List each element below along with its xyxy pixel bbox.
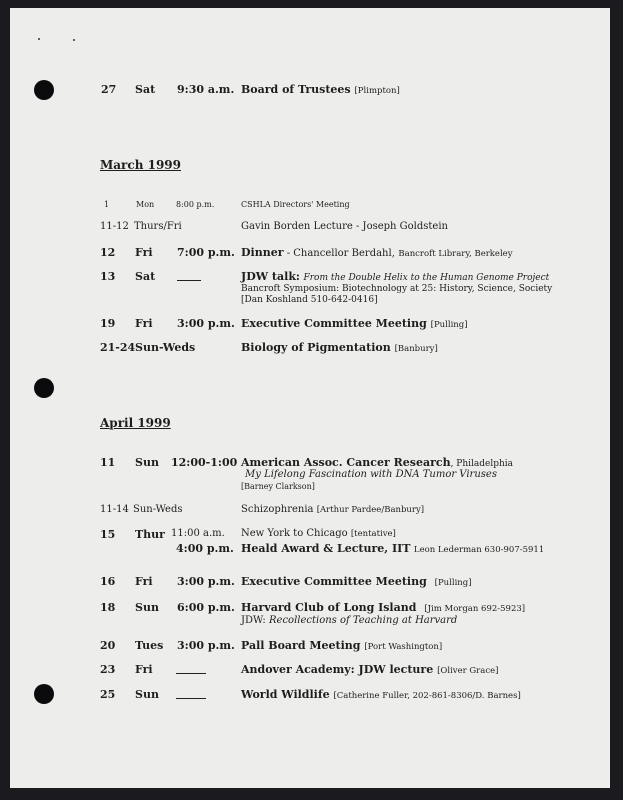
speck bbox=[38, 38, 40, 40]
entry-line2: My Lifelong Fascination with DNA Tumor Viruses bbox=[245, 469, 497, 480]
entry-title: CSHLA Directors' Meeting bbox=[241, 200, 350, 209]
entry-title-2: Heald Award & Lecture, IIT Leon Lederman 630-907-5911 bbox=[241, 542, 545, 555]
entry-weekday: Tues bbox=[135, 639, 164, 652]
entry-weekday: Sun bbox=[135, 688, 159, 701]
entry-day: 12 bbox=[100, 246, 116, 259]
entry-day: 18 bbox=[100, 601, 116, 614]
entry-day: 11-14 bbox=[100, 504, 129, 515]
entry-day: 11-12 bbox=[100, 221, 129, 232]
entry-title: Executive Committee Meeting [Pulling] bbox=[241, 575, 472, 588]
entry-day: 16 bbox=[100, 575, 116, 588]
entry-day: 25 bbox=[100, 688, 116, 701]
entry-day: 1 bbox=[104, 200, 110, 209]
entry-time: 3:00 p.m. bbox=[177, 575, 235, 588]
entry-time: 12:00-1:00 bbox=[171, 456, 238, 469]
entry-day: 19 bbox=[100, 317, 116, 330]
entry-time: 6:00 p.m. bbox=[177, 601, 235, 614]
entry-title: Schizophrenia [Arthur Pardee/Banbury] bbox=[241, 504, 425, 515]
entry-day: 15 bbox=[100, 528, 116, 541]
entry-time: 7:00 p.m. bbox=[177, 246, 235, 259]
document-page bbox=[10, 8, 610, 788]
entry-title: Dinner - Chancellor Berdahl, Bancroft Library, Berkeley bbox=[241, 246, 513, 259]
entry-weekday: Sat bbox=[135, 83, 156, 96]
entry-title: Pall Board Meeting [Port Washington] bbox=[241, 639, 443, 652]
entry-line3: [Barney Clarkson] bbox=[241, 482, 315, 491]
entry-title: American Assoc. Cancer Research, Philadelphia bbox=[241, 456, 514, 469]
entry-weekday: Sun bbox=[135, 456, 159, 469]
march-header: March 1999 bbox=[100, 158, 181, 172]
entry-title: Gavin Borden Lecture - Joseph Goldstein bbox=[241, 221, 448, 232]
punch-hole bbox=[34, 80, 54, 100]
entry-line2: JDW: Recollections of Teaching at Harvard bbox=[241, 615, 458, 626]
entry-weekday: Sat bbox=[135, 270, 156, 283]
entry-time-blank bbox=[176, 689, 206, 701]
entry-title: World Wildlife [Catherine Fuller, 202-861-8306/D. Barnes] bbox=[241, 688, 521, 701]
entry-title: Biology of Pigmentation [Banbury] bbox=[241, 341, 438, 354]
entry-time-blank bbox=[177, 271, 201, 283]
speck bbox=[73, 39, 75, 41]
entry-time: 3:00 p.m. bbox=[177, 317, 235, 330]
entry-day: 23 bbox=[100, 663, 116, 676]
punch-hole bbox=[34, 684, 54, 704]
entry-day: 20 bbox=[100, 639, 116, 652]
entry-weekday: Sun-Weds bbox=[133, 504, 183, 515]
entry-weekday: Thurs/Fri bbox=[134, 221, 182, 232]
entry-title: Andover Academy: JDW lecture [Oliver Grace] bbox=[241, 663, 499, 676]
entry-title: New York to Chicago [tentative] bbox=[241, 528, 396, 539]
entry-title: Executive Committee Meeting [Pulling] bbox=[241, 317, 468, 330]
entry-time: 8:00 p.m. bbox=[176, 200, 215, 209]
entry-day: 27 bbox=[101, 83, 117, 96]
entry-weekday: Fri bbox=[135, 575, 153, 588]
entry-day: 13 bbox=[100, 270, 116, 283]
entry-weekday: Fri bbox=[135, 317, 153, 330]
entry-time-2: 4:00 p.m. bbox=[176, 542, 234, 555]
april-header: April 1999 bbox=[100, 416, 171, 430]
entry-title: JDW talk: From the Double Helix to the Human Genome Project bbox=[241, 270, 550, 283]
entry-line3: [Dan Koshland 510-642-0416] bbox=[241, 295, 378, 305]
entry-title: Harvard Club of Long Island [Jim Morgan 692-5923] bbox=[241, 601, 526, 614]
entry-weekday: Sun bbox=[135, 601, 159, 614]
entry-weekday: Mon bbox=[136, 200, 155, 209]
entry-weekday: Fri bbox=[135, 663, 153, 676]
entry-weekday: Fri bbox=[135, 246, 153, 259]
entry-weekday: Sun-Weds bbox=[135, 341, 196, 354]
entry-day: 21-24 bbox=[100, 341, 136, 354]
entry-time: 3:00 p.m. bbox=[177, 639, 235, 652]
entry-weekday: Thur bbox=[135, 528, 165, 541]
entry-line2: Bancroft Symposium: Biotechnology at 25: History, Science, Society bbox=[241, 284, 553, 294]
entry-time: 9:30 a.m. bbox=[177, 83, 235, 96]
entry-time: 11:00 a.m. bbox=[171, 528, 225, 539]
entry-day: 11 bbox=[100, 456, 116, 469]
entry-time-blank bbox=[176, 664, 206, 676]
entry-title: Board of Trustees [Plimpton] bbox=[241, 83, 400, 96]
punch-hole bbox=[34, 378, 54, 398]
